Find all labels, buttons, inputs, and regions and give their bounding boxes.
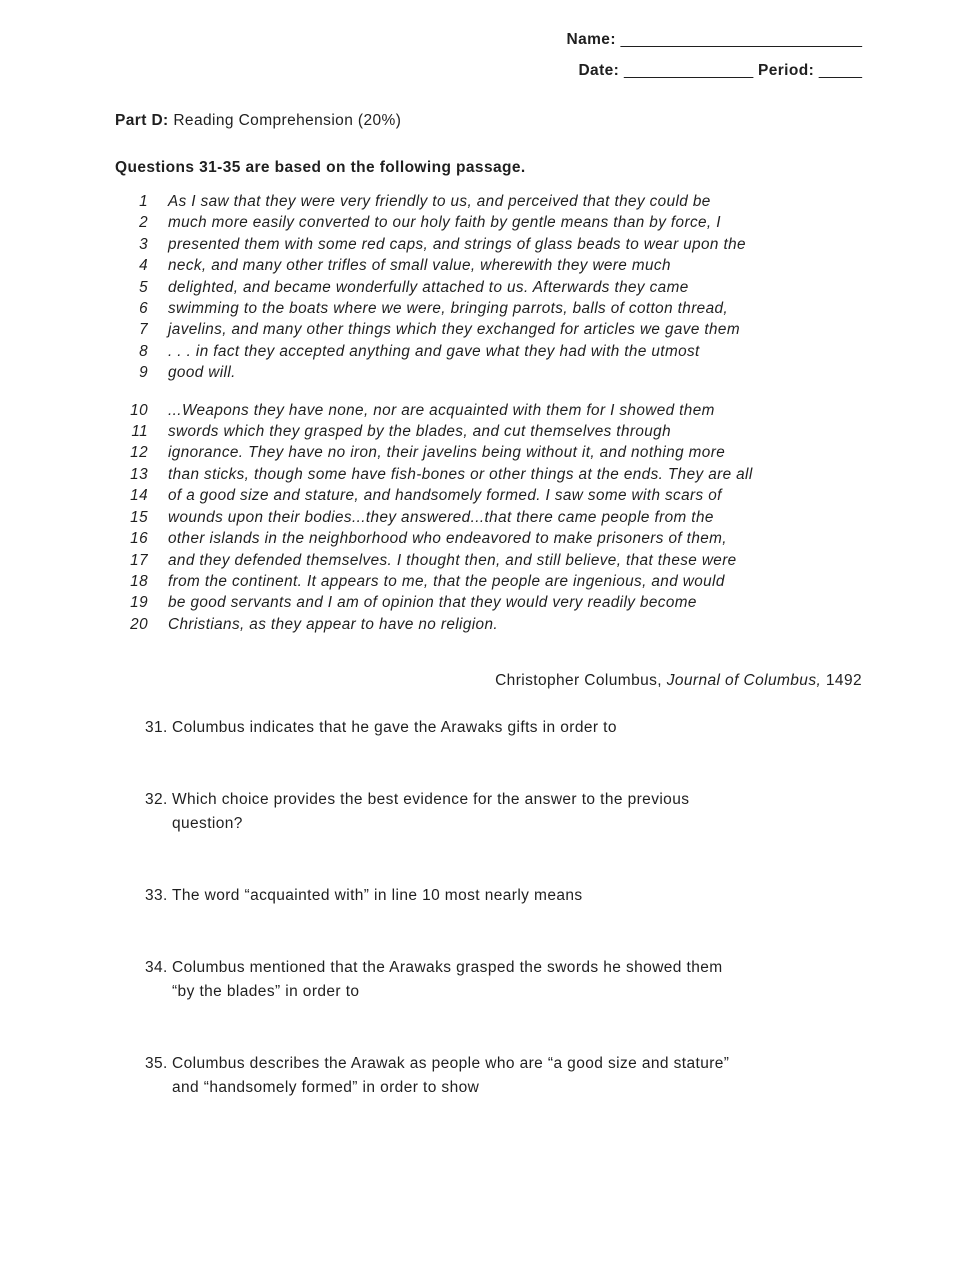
line-text: be good servants and I am of opinion that they would very readily become [168, 594, 697, 612]
passage-line [115, 234, 905, 255]
passage-line [115, 255, 905, 276]
line-text: Christians, as they appear to have no religion. [168, 615, 499, 633]
passage-line [115, 571, 905, 592]
passage-line [115, 319, 905, 340]
question-number: 34. [145, 959, 168, 976]
line-number: 7 [139, 321, 148, 339]
passage-line [115, 528, 905, 549]
question-item [145, 788, 765, 836]
line-text: and they defended themselves. I thought then, and still believe, that these were [168, 551, 737, 569]
passage-line [115, 592, 905, 613]
part-title: Reading Comprehension (20%) [173, 112, 402, 129]
line-number: 6 [139, 300, 148, 318]
question-item [145, 716, 765, 740]
line-number: 15 [130, 508, 148, 526]
attribution-author: Christopher Columbus, [495, 672, 662, 689]
line-text: good will. [168, 364, 236, 382]
name-label: Name: [566, 31, 616, 48]
line-text: swords which they grasped by the blades, and cut themselves through [168, 423, 671, 441]
questions-list [145, 716, 765, 1148]
line-number: 3 [139, 235, 148, 253]
period-blank-line: _____ [818, 62, 862, 79]
passage-line [115, 400, 905, 421]
line-number: 17 [130, 551, 148, 569]
line-number: 4 [139, 257, 148, 275]
question-number: 35. [145, 1055, 168, 1072]
line-text: of a good size and stature, and handsomely formed. I saw some with scars of [168, 487, 722, 505]
line-number: 11 [131, 423, 148, 441]
passage-line [115, 298, 905, 319]
header-block [567, 30, 862, 92]
passage-line [115, 341, 905, 362]
line-text: presented them with some red caps, and strings of glass beads to wear upon the [168, 235, 746, 253]
line-number: 13 [130, 465, 148, 483]
question-text: Which choice provides the best evidence for the answer to the previous question? [172, 791, 690, 832]
line-text: from the continent. It appears to me, that the people are ingenious, and would [168, 572, 725, 590]
question-text: The word “acquainted with” in line 10 most nearly means [172, 887, 583, 904]
line-text: than sticks, though some have fish-bones or other things at the ends. They are all [168, 465, 753, 483]
passage-line [115, 191, 905, 212]
passage-line [115, 212, 905, 233]
name-row [567, 30, 862, 49]
line-number: 1 [139, 193, 148, 210]
line-number: 20 [130, 615, 148, 633]
line-number: 18 [130, 572, 148, 590]
instructions: Questions 31-35 are based on the following passage. [115, 159, 526, 176]
passage-line [115, 362, 905, 383]
line-text: As I saw that they were very friendly to us, and perceived that they could be [168, 193, 711, 210]
date-blank-line: _______________ [623, 62, 754, 79]
line-text: wounds upon their bodies...they answered...that there came people from the [168, 508, 714, 526]
line-text: delighted, and became wonderfully attached to us. Afterwards they came [168, 278, 689, 296]
attribution-year: 1492 [825, 672, 862, 689]
question-item [145, 956, 765, 1004]
question-number: 32. [145, 791, 168, 808]
line-text: neck, and many other trifles of small value, wherewith they were much [168, 257, 671, 275]
section-heading [115, 112, 401, 130]
name-blank-line: ____________________________ [620, 31, 862, 48]
line-text: much more easily converted to our holy faith by gentle means than by force, I [168, 214, 721, 232]
passage-line [115, 277, 905, 298]
period-label: Period: [757, 62, 815, 79]
line-number: 16 [130, 530, 148, 548]
line-number: 8 [139, 342, 148, 360]
date-period-row [567, 61, 862, 80]
line-number: 2 [139, 214, 148, 232]
question-number: 31. [145, 719, 168, 736]
line-text: ignorance. They have no iron, their javelins being without it, and nothing more [168, 444, 726, 462]
attribution-work-title: Journal of Columbus, [666, 672, 822, 689]
line-number: 5 [139, 278, 148, 296]
passage-line [115, 464, 905, 485]
line-number: 9 [139, 364, 148, 382]
attribution [495, 672, 862, 690]
passage-line [115, 550, 905, 571]
passage-line [115, 485, 905, 506]
line-text: other islands in the neighborhood who endeavored to make prisoners of them, [168, 530, 727, 548]
line-number: 10 [130, 401, 148, 419]
date-label: Date: [578, 62, 620, 79]
question-text: Columbus describes the Arawak as people who are “a good size and stature” and “handsomely formed” in order to show [172, 1055, 730, 1096]
line-number: 19 [130, 594, 148, 612]
question-item [145, 1052, 765, 1100]
passage-line [115, 442, 905, 463]
passage-line [115, 614, 905, 635]
question-text: Columbus indicates that he gave the Arawaks gifts in order to [172, 719, 617, 736]
question-number: 33. [145, 887, 168, 904]
line-text: . . . in fact they accepted anything and gave what they had with the utmost [168, 342, 700, 360]
line-number: 14 [130, 487, 148, 505]
line-text: ...Weapons they have none, nor are acquainted with them for I showed them [168, 401, 715, 419]
question-text: Columbus mentioned that the Arawaks grasped the swords he showed them “by the blades” in order to [172, 959, 723, 1000]
question-item [145, 884, 765, 908]
passage-line [115, 421, 905, 442]
line-text: swimming to the boats where we were, bringing parrots, balls of cotton thread, [168, 300, 729, 318]
line-number: 12 [130, 444, 148, 462]
passage-line [115, 507, 905, 528]
part-label: Part D: [115, 112, 169, 129]
passage [115, 191, 905, 635]
line-text: javelins, and many other things which they exchanged for articles we gave them [168, 321, 740, 339]
